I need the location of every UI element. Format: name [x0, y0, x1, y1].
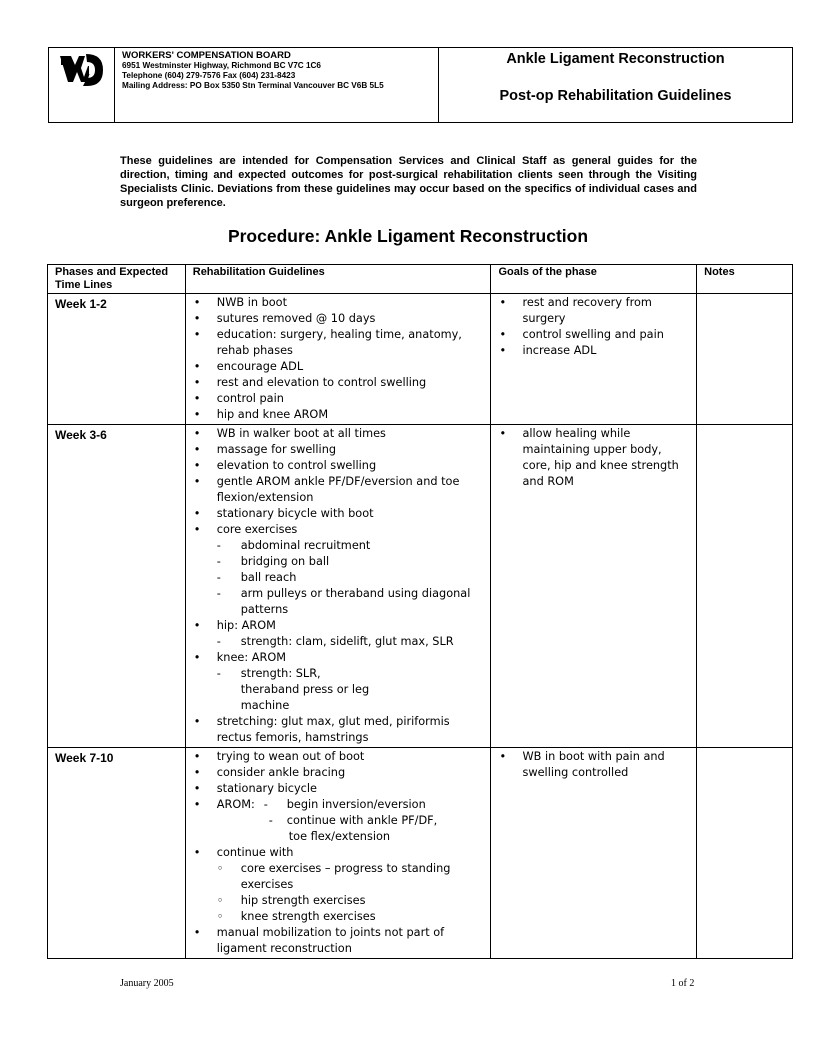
bullet-icon: •: [193, 328, 201, 341]
arom-sub-1: begin inversion/eversion: [286, 798, 426, 811]
sub-item: - bridging on ball: [216, 555, 330, 568]
org-mailing: Mailing Address: PO Box 5350 Stn Terminal Vancouver BC V6B 5L5: [122, 81, 384, 90]
bullet-icon: •: [193, 392, 201, 405]
bullet-icon: •: [499, 427, 507, 440]
bullet-icon: •: [193, 619, 201, 632]
logo-cell: [49, 48, 115, 122]
footer-page-number: 1 of 2: [671, 978, 695, 989]
col-header-guidelines: Rehabilitation Guidelines: [185, 265, 491, 294]
list-item: • rest and elevation to control swelling: [193, 376, 427, 389]
list-item: [189, 797, 487, 813]
list-item: • rest and recovery from surgery: [499, 296, 652, 325]
arom-label: AROM:: [216, 798, 255, 811]
list-item: • knee: AROM: [193, 651, 286, 664]
table-row: [48, 425, 793, 748]
doc-title: Ankle Ligament Reconstruction: [506, 51, 725, 67]
list-item: • manual mobilization to joints not part of ligament reconstruction: [193, 926, 445, 955]
list-item: • increase ADL: [499, 344, 597, 357]
list-item: • elevation to control swelling: [193, 459, 377, 472]
dash-icon: -: [216, 571, 221, 584]
phase-label: Week 1-2: [48, 294, 186, 425]
circle-bullet-icon: ◦: [216, 862, 224, 875]
list-item: • sutures removed @ 10 days: [193, 312, 376, 325]
guidelines-cell: [185, 748, 491, 959]
bullet-icon: •: [499, 750, 507, 763]
list-item: • control pain: [193, 392, 284, 405]
guidelines-table: [47, 264, 793, 959]
bullet-icon: •: [193, 715, 201, 728]
list-item: • NWB in boot: [193, 296, 288, 309]
bullet-icon: •: [193, 475, 201, 488]
list-item: • continue with: [193, 846, 294, 859]
bullet-icon: •: [499, 296, 507, 309]
dash-icon: -: [263, 798, 268, 811]
list-item: • consider ankle bracing: [193, 766, 346, 779]
list-item: • education: surgery, healing time, anatomy, rehab phases: [193, 328, 462, 357]
list-item: • hip: AROM: [193, 619, 276, 632]
list-item: • core exercises: [193, 523, 298, 536]
letterhead: [48, 47, 793, 123]
list-item: • control swelling and pain: [499, 328, 664, 341]
org-address: 6951 Westminster Highway, Richmond BC V7C 1C6: [122, 61, 321, 70]
wcb-logo-icon: [59, 52, 105, 88]
bullet-icon: •: [193, 750, 201, 763]
goals-cell: [491, 425, 697, 748]
bullet-icon: •: [499, 328, 507, 341]
bullet-icon: •: [193, 360, 201, 373]
list-item: • gentle AROM ankle PF/DF/eversion and toe flexion/extension: [193, 475, 460, 504]
table-row: [48, 294, 793, 425]
table-row: [48, 748, 793, 959]
circle-bullet-icon: ◦: [216, 894, 224, 907]
dash-icon: -: [216, 587, 221, 600]
notes-cell: [697, 748, 793, 959]
goals-cell: [491, 294, 697, 425]
phase-label: Week 3-6: [48, 425, 186, 748]
list-item: • massage for swelling: [193, 443, 337, 456]
dash-icon: -: [216, 667, 221, 680]
sub-item: - strength: clam, sidelift, glut max, SLR: [216, 635, 454, 648]
sub-item: - continue with ankle PF/DF,: [268, 814, 438, 827]
dash-icon: -: [216, 635, 221, 648]
org-name: WORKERS' COMPENSATION BOARD: [122, 50, 291, 61]
list-item: • allow healing while maintaining upper body, core, hip and knee strength and ROM: [499, 427, 679, 488]
bullet-icon: •: [193, 443, 201, 456]
notes-cell: [697, 294, 793, 425]
table-header-row: [48, 265, 793, 294]
list-item: • stretching: glut max, glut med, piriformis rectus femoris, hamstrings: [193, 715, 450, 744]
dash-icon: -: [268, 814, 273, 827]
bullet-icon: •: [193, 926, 201, 939]
bullet-icon: •: [193, 376, 201, 389]
bullet-icon: •: [193, 427, 201, 440]
doc-title-cell: [439, 48, 792, 122]
list-item: • WB in walker boot at all times: [193, 427, 386, 440]
sub-item: ◦ hip strength exercises: [216, 894, 366, 907]
bullet-icon: •: [193, 507, 201, 520]
bullet-icon: •: [193, 408, 201, 421]
list-item: • stationary bicycle with boot: [193, 507, 374, 520]
bullet-icon: •: [193, 766, 201, 779]
org-info: [115, 48, 439, 122]
bullet-icon: •: [193, 798, 201, 811]
dash-icon: -: [216, 555, 221, 568]
goals-cell: [491, 748, 697, 959]
dash-icon: -: [216, 539, 221, 552]
list-item: • WB in boot with pain and swelling controlled: [499, 750, 665, 779]
footer-date: January 2005: [120, 978, 174, 989]
guidelines-cell: [185, 425, 491, 748]
col-header-phase: Phases and Expected Time Lines: [48, 265, 186, 294]
bullet-icon: •: [193, 782, 201, 795]
bullet-icon: •: [193, 459, 201, 472]
col-header-goals: Goals of the phase: [491, 265, 697, 294]
sub-item: - abdominal recruitment: [216, 539, 371, 552]
notes-cell: [697, 425, 793, 748]
sub-item: - ball reach: [216, 571, 297, 584]
list-item: • encourage ADL: [193, 360, 304, 373]
bullet-icon: •: [193, 312, 201, 325]
sub-item: ◦ core exercises – progress to standing exercises: [216, 862, 451, 891]
intro-paragraph: These guidelines are intended for Compensation Services and Clinical Staff as general guides for the direction, timing and expected outcomes for post-surgical rehabilitation clients seen through the Visiting Specialists Clinic. Deviations from these guidelines may occur based on the specifics of individual cases and surgeon preference.: [120, 155, 697, 209]
doc-subtitle: Post-op Rehabilitation Guidelines: [499, 88, 732, 104]
bullet-icon: •: [193, 846, 201, 859]
procedure-heading: Procedure: Ankle Ligament Reconstruction: [227, 226, 589, 246]
sub-item: - arm pulleys or theraband using diagonal patterns: [216, 587, 471, 616]
col-header-notes: Notes: [697, 265, 793, 294]
bullet-icon: •: [499, 344, 507, 357]
phase-label: Week 7-10: [48, 748, 186, 959]
guidelines-cell: [185, 294, 491, 425]
sub-item: ◦ knee strength exercises: [216, 910, 376, 923]
bullet-icon: •: [193, 651, 201, 664]
org-phone: Telephone (604) 279-7576 Fax (604) 231-8423: [122, 71, 296, 80]
sub-item: - strength: SLR, theraband press or leg machine: [216, 667, 370, 712]
list-item: • stationary bicycle: [193, 782, 317, 795]
list-item: • hip and knee AROM: [193, 408, 329, 421]
list-item: • trying to wean out of boot: [193, 750, 365, 763]
circle-bullet-icon: ◦: [216, 910, 224, 923]
sub-item-continued: toe flex/extension: [288, 830, 391, 843]
bullet-icon: •: [193, 523, 201, 536]
bullet-icon: •: [193, 296, 201, 309]
